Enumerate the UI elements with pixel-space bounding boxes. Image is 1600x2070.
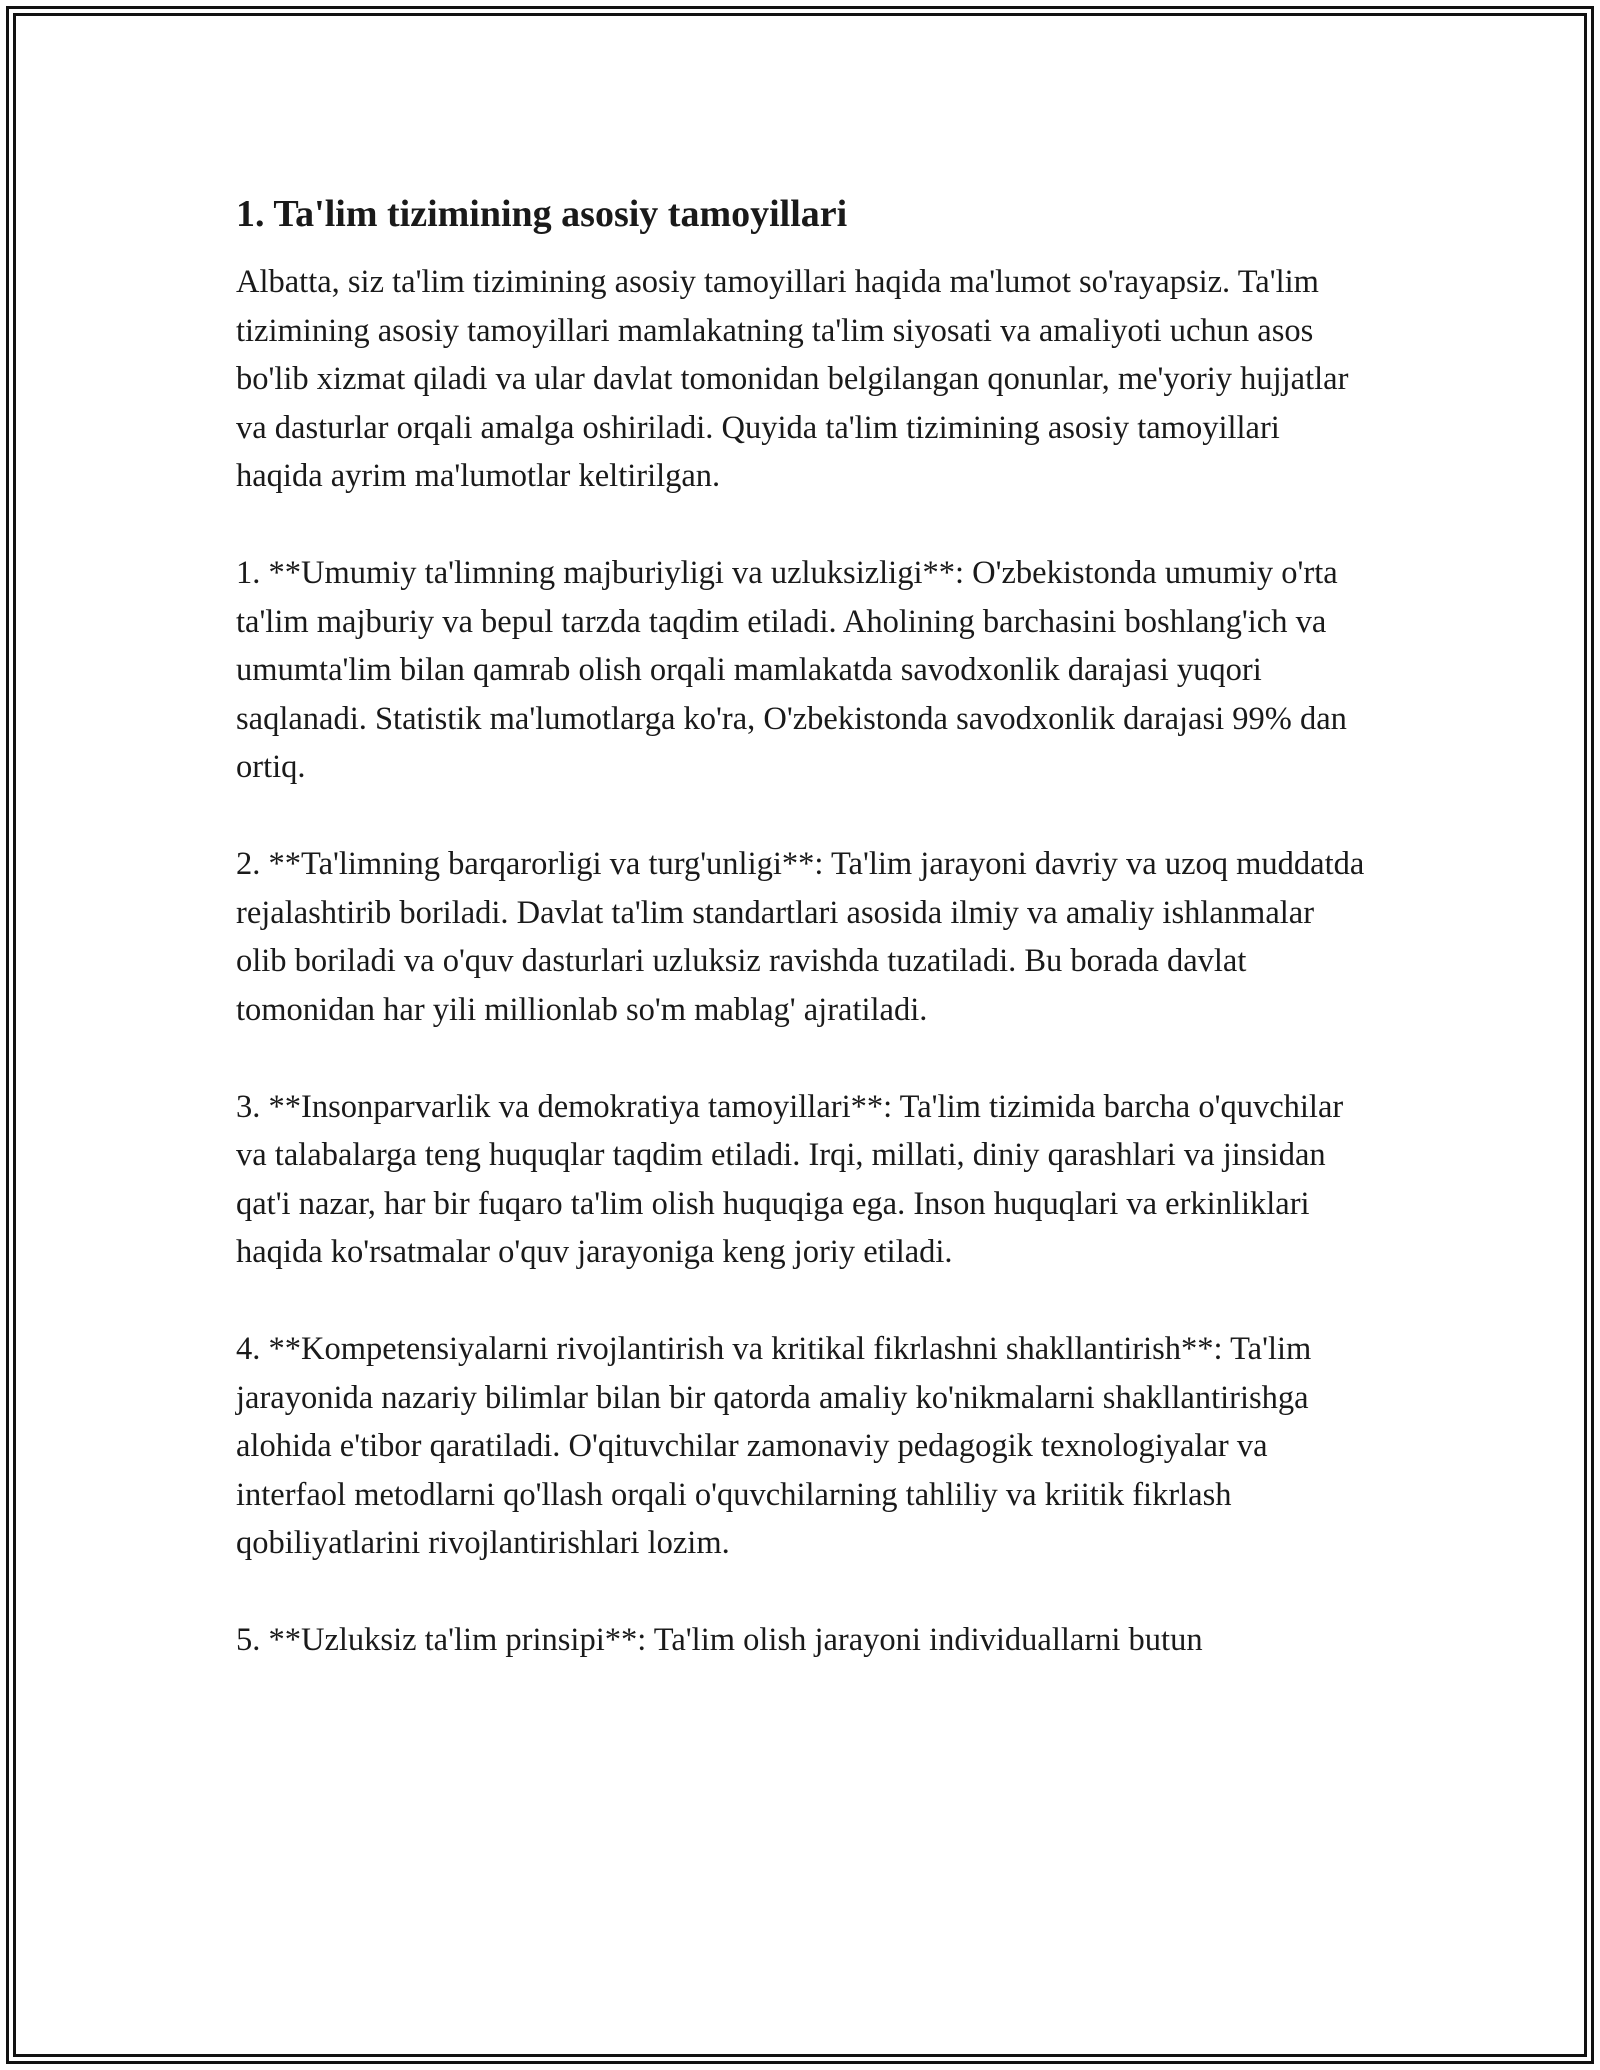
- principle-3-paragraph: 3. **Insonparvarlik va demokratiya tamoyillari**: Ta'lim tizimida barcha o'quvchilar va talabalarga teng huquqlar taqdim etiladi. Irqi, millati, diniy qarashlari va jinsidan qat'i nazar, har bir fuqaro ta'lim olish huquqiga ega. Inson huquqlari va erkinliklari haqida ko'rsatmalar o'quv jarayoniga keng joriy etiladi.: [236, 1088, 1344, 1270]
- principle-1-paragraph: 1. **Umumiy ta'limning majburiyligi va uzluksizligi**: O'zbekistonda umumiy o'rta ta'lim majburiy va bepul tarzda taqdim etiladi. Aholining barchasini boshlang'ich va umumta'lim bilan qamrab olish orqali mamlakatda savodxonlik darajasi yuqori saqlanadi. Statistik ma'lumotlarga ko'ra, O'zbekistonda savodxonlik darajasi 99% dan ortiq.: [236, 555, 1347, 785]
- principle-4-paragraph: 4. **Kompetensiyalarni rivojlantirish va kritikal fikrlashni shakllantirish**: Ta'lim jarayonida nazariy bilimlar bilan bir qatorda amaliy ko'nikmalarni shakllantirishga alohida e'tibor qaratiladi. O'qituvchilar zamonaviy pedagogik texnologiyalar va interfaol metodlarni qo'llash orqali o'quvchilarning tahliliy va kriitik fikrlash qobiliyatlarini rivojlantirishlari lozim.: [236, 1331, 1312, 1561]
- principle-5-paragraph: 5. **Uzluksiz ta'lim prinsipi**: Ta'lim olish jarayoni individuallarni butun: [236, 1622, 1203, 1658]
- principle-2-paragraph: 2. **Ta'limning barqarorligi va turg'unligi**: Ta'lim jarayoni davriy va uzoq muddatda rejalashtirib boriladi. Davlat ta'lim standartlari asosida ilmiy va amaliy ishlanmalar olib boriladi va o'quv dasturlari uzluksiz ravishda tuzatiladi. Bu borada davlat tomonidan har yili millionlab so'm mablag' ajratiladi.: [236, 846, 1365, 1028]
- document-body: [236, 182, 1366, 1713]
- intro-paragraph: Albatta, siz ta'lim tizimining asosiy tamoyillari haqida ma'lumot so'rayapsiz. Ta'lim tizimining asosiy tamoyillari mamlakatning ta'lim siyosati va amaliyoti uchun asos bo'lib xizmat qiladi va ular davlat tomonidan belgilangan qonunlar, me'yoriy hujjatlar va dasturlar orqali amalga oshiriladi. Quyida ta'lim tizimining asosiy tamoyillari haqida ayrim ma'lumotlar keltirilgan.: [236, 264, 1349, 494]
- document-title: 1. Ta'lim tizimining asosiy tamoyillari: [236, 193, 848, 235]
